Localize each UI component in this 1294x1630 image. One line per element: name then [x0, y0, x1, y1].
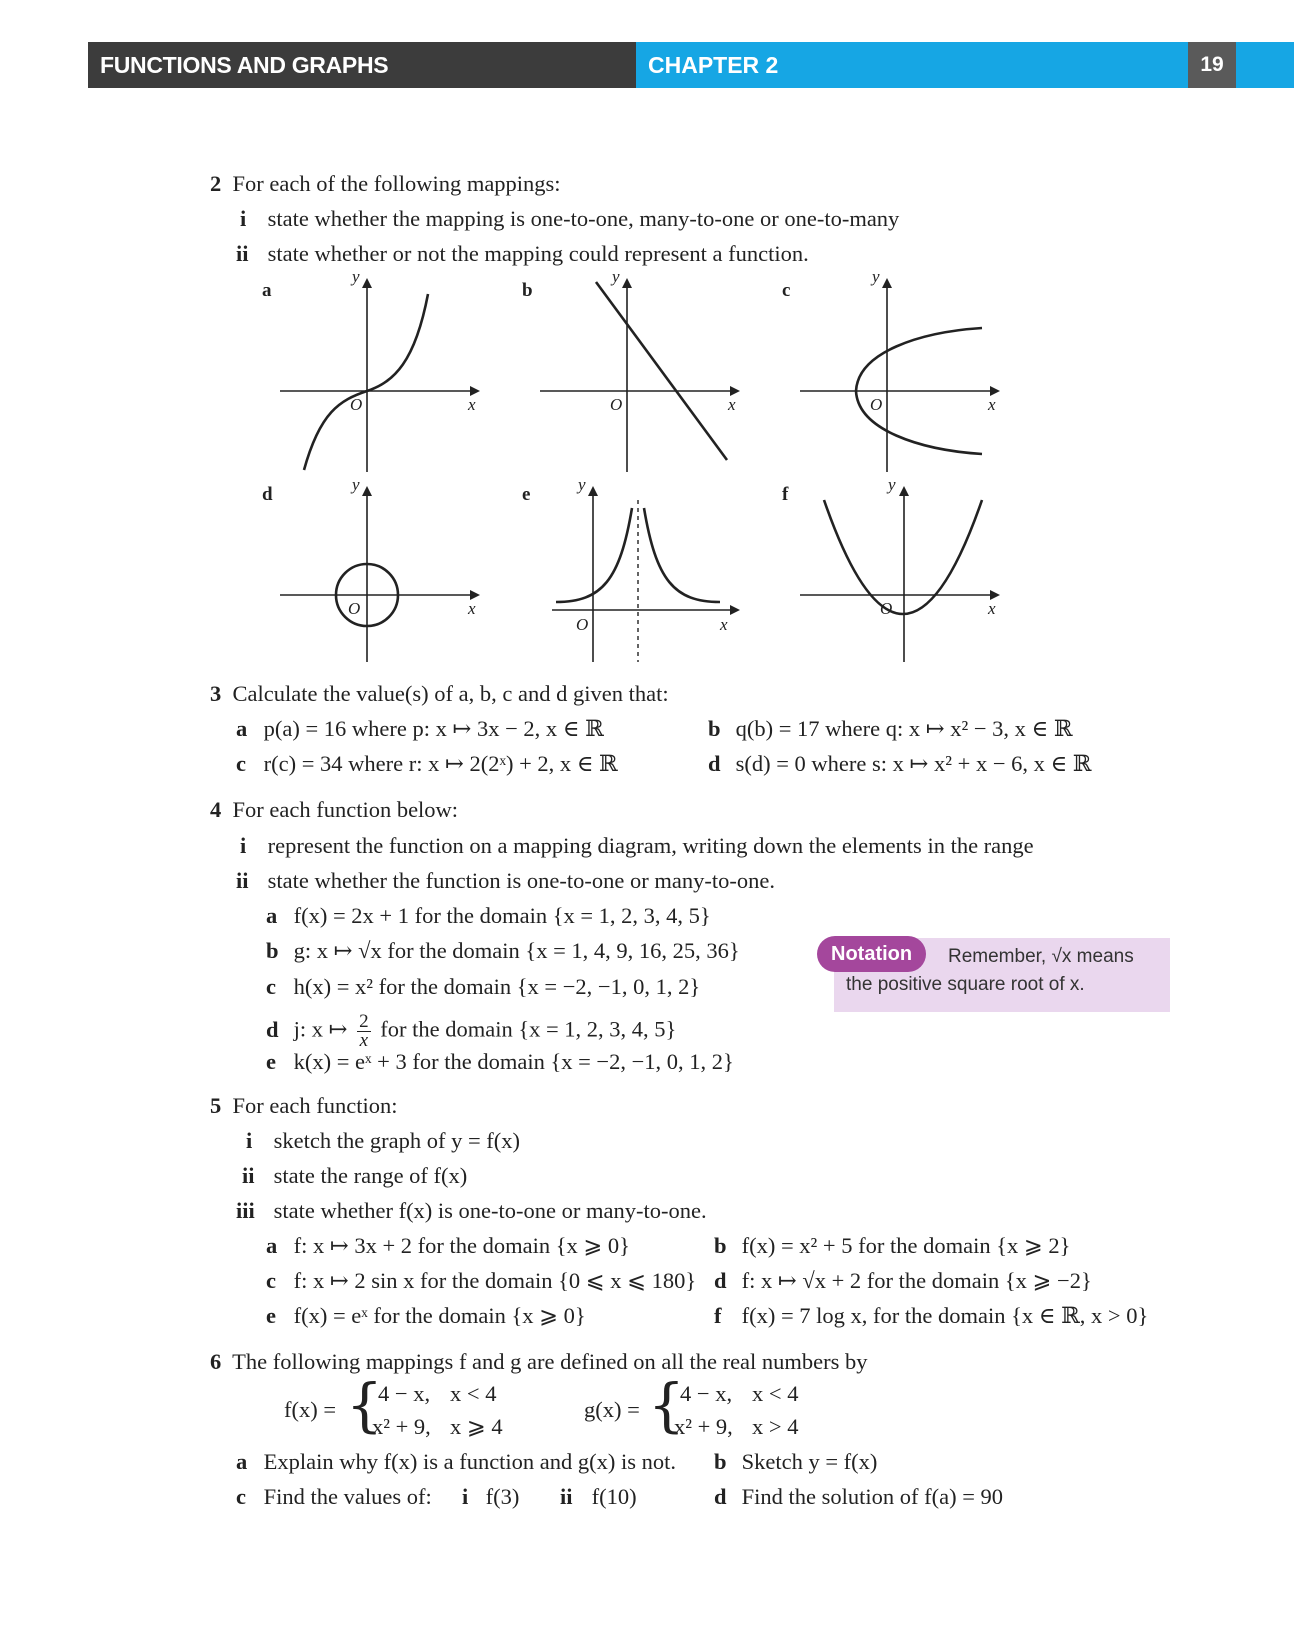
- graph-label-e: e: [522, 484, 531, 505]
- graph-label-b: b: [522, 280, 533, 301]
- part-label: iii: [236, 1198, 255, 1223]
- part-label: ii: [560, 1484, 573, 1509]
- q3-part-b: [708, 715, 1073, 743]
- q6-part-c-i: [462, 1483, 519, 1511]
- q4-sub-e: [266, 1048, 734, 1076]
- origin-label: O: [880, 599, 893, 618]
- q3-part-a: [236, 715, 604, 743]
- axis-y-label: y: [352, 267, 360, 286]
- part-text: r(c) = 34 where r: x ↦ 2(2ˣ) + 2, x ∈ ℝ: [263, 751, 618, 776]
- part-label: ii: [242, 1163, 255, 1188]
- q2-stem: [210, 170, 561, 198]
- part-label: b: [266, 938, 279, 963]
- part-text: k(x) = eˣ + 3 for the domain {x = −2, −1, 0, 1, 2}: [293, 1049, 734, 1074]
- graph-e-peak-asymptote: [552, 475, 752, 665]
- part-label: c: [236, 1484, 246, 1509]
- q4-sub-c: [266, 973, 700, 1001]
- graph-c-sideways-parabola: [800, 267, 1010, 472]
- q5-number: 5: [210, 1093, 222, 1118]
- q5-sub-c: [266, 1267, 696, 1295]
- fraction-numerator: 2: [359, 1011, 369, 1032]
- part-text-pre: j: x ↦: [293, 1016, 348, 1042]
- q5-sub-d: [714, 1267, 1092, 1295]
- origin-label: O: [610, 395, 623, 414]
- f-case-1: [378, 1380, 497, 1408]
- f-definition-name: f(x) =: [284, 1397, 337, 1422]
- graph-a-cubic: [280, 267, 490, 472]
- axis-x-label: x: [720, 615, 728, 634]
- part-text: f: x ↦ 3x + 2 for the domain {x ⩾ 0}: [293, 1233, 630, 1258]
- axis-y-label: y: [352, 475, 360, 494]
- q4-text: For each function below:: [232, 797, 459, 822]
- axis-y-label: y: [612, 267, 620, 286]
- section-title: FUNCTIONS AND GRAPHS: [100, 51, 389, 78]
- axis-x-label: x: [468, 599, 476, 618]
- q3-part-c: [236, 750, 618, 778]
- part-label: ii: [236, 241, 249, 266]
- q4-number: 4: [210, 797, 222, 822]
- q4-sub-a: [266, 902, 711, 930]
- notation-line-2: the positive square root of x.: [846, 974, 1085, 995]
- q3-number: 3: [210, 681, 222, 706]
- part-text: f(x) = eˣ for the domain {x ⩾ 0}: [293, 1303, 586, 1328]
- part-label: c: [266, 1268, 276, 1293]
- q2-part-i: [240, 205, 899, 233]
- q6-part-a: [236, 1448, 676, 1476]
- origin-label: O: [870, 395, 883, 414]
- part-text: q(b) = 17 where q: x ↦ x² − 3, x ∈ ℝ: [735, 716, 1073, 741]
- part-text: Find the values of:: [263, 1484, 432, 1509]
- axis-x-label: x: [988, 395, 996, 414]
- part-label: a: [266, 1233, 278, 1258]
- axis-y-label: y: [888, 475, 896, 494]
- part-text: sketch the graph of y = f(x): [273, 1128, 520, 1153]
- header-chapter: [636, 42, 1188, 88]
- part-text: state whether f(x) is one-to-one or many-to-one.: [273, 1198, 707, 1223]
- part-label: i: [240, 833, 247, 858]
- q5-stem: [210, 1092, 397, 1120]
- part-text: f: x ↦ 2 sin x for the domain {0 ⩽ x ⩽ 180}: [293, 1268, 697, 1293]
- graph-label-c: c: [782, 280, 791, 301]
- case-cond: x > 4: [752, 1414, 799, 1439]
- case-cond: x < 4: [752, 1381, 799, 1406]
- part-text: f(x) = x² + 5 for the domain {x ⩾ 2}: [741, 1233, 1071, 1258]
- g-definition-name: g(x) =: [584, 1397, 640, 1422]
- q5-part-ii: [242, 1162, 467, 1190]
- part-text: Sketch y = f(x): [741, 1449, 878, 1474]
- q6-part-b: [714, 1448, 877, 1476]
- fraction-denominator: x: [359, 1030, 369, 1051]
- part-text: f(x) = 7 log x, for the domain {x ∈ ℝ, x > 0}: [741, 1303, 1149, 1328]
- chapter-title: CHAPTER 2: [648, 51, 779, 78]
- part-label: i: [246, 1128, 253, 1153]
- q4-sub-d: [266, 1013, 676, 1050]
- part-text: s(d) = 0 where s: x ↦ x² + x − 6, x ∈ ℝ: [735, 751, 1092, 776]
- q2-text: For each of the following mappings:: [232, 171, 561, 196]
- q6-number: 6: [210, 1349, 222, 1374]
- part-label: c: [266, 974, 276, 999]
- g-case-1: [680, 1380, 799, 1408]
- q2-number: 2: [210, 171, 222, 196]
- q2-part-ii: [236, 240, 809, 268]
- q5-text: For each function:: [232, 1093, 398, 1118]
- q6-part-c-ii: [560, 1483, 637, 1511]
- part-text: state whether or not the mapping could represent a function.: [267, 241, 809, 266]
- q5-sub-f: [714, 1302, 1148, 1330]
- origin-label: O: [350, 395, 363, 414]
- q6-text: The following mappings f and g are defined on all the real numbers by: [232, 1349, 868, 1374]
- f-brace: {: [346, 1371, 383, 1439]
- q5-sub-a: [266, 1232, 630, 1260]
- q6-part-c: [236, 1483, 432, 1511]
- part-label: b: [714, 1449, 727, 1474]
- case-expr: 4 − x,: [378, 1381, 431, 1406]
- part-label: d: [266, 1016, 279, 1042]
- page-number-box: [1188, 42, 1236, 88]
- part-label: a: [236, 1449, 248, 1474]
- part-text: Explain why f(x) is a function and g(x) is not.: [263, 1449, 677, 1474]
- part-label: d: [708, 751, 721, 776]
- case-cond: x ⩾ 4: [450, 1414, 503, 1439]
- graph-f-parabola: [800, 475, 1010, 665]
- notation-line-1: Remember, √x means: [948, 946, 1134, 967]
- q4-sub-b: [266, 937, 740, 965]
- fraction: [357, 1013, 371, 1050]
- q4-part-ii: [236, 867, 775, 895]
- header-section-title: [88, 42, 636, 88]
- f-case-2: [372, 1413, 503, 1441]
- q3-part-d: [708, 750, 1091, 778]
- graph-d-circle: [280, 475, 490, 665]
- q3-text: Calculate the value(s) of a, b, c and d given that:: [232, 681, 669, 706]
- part-label: e: [266, 1049, 276, 1074]
- part-text: f(x) = 2x + 1 for the domain {x = 1, 2, 3, 4, 5}: [293, 903, 711, 928]
- part-text: Find the solution of f(a) = 90: [741, 1484, 1004, 1509]
- graph-label-d: d: [262, 484, 273, 505]
- graph-label-f: f: [782, 484, 789, 505]
- axis-y-label: y: [872, 267, 880, 286]
- part-text: g: x ↦ √x for the domain {x = 1, 4, 9, 16, 25, 36}: [293, 938, 740, 963]
- q6-stem: [210, 1348, 868, 1376]
- g-brace: {: [648, 1371, 685, 1439]
- notation-tag: Notation: [817, 936, 926, 972]
- origin-label: O: [348, 599, 361, 618]
- part-text-post: for the domain {x = 1, 2, 3, 4, 5}: [380, 1016, 677, 1042]
- part-text: p(a) = 16 where p: x ↦ 3x − 2, x ∈ ℝ: [263, 716, 604, 741]
- graph-label-a: a: [262, 280, 272, 301]
- part-label: d: [714, 1484, 727, 1509]
- case-expr: 4 − x,: [680, 1381, 733, 1406]
- graph-b-line: [540, 267, 750, 472]
- part-label: a: [266, 903, 278, 928]
- q5-sub-e: [266, 1302, 586, 1330]
- q5-part-i: [246, 1127, 520, 1155]
- part-text: represent the function on a mapping diagram, writing down the elements in the range: [267, 833, 1034, 858]
- case-expr: x² + 9,: [674, 1414, 733, 1439]
- part-text: state whether the mapping is one-to-one, many-to-one or one-to-many: [267, 206, 900, 231]
- part-text: h(x) = x² for the domain {x = −2, −1, 0, 1, 2}: [293, 974, 701, 999]
- q4-stem: [210, 796, 458, 824]
- part-text: f(3): [485, 1484, 520, 1509]
- axis-x-label: x: [728, 395, 736, 414]
- axis-y-label: y: [578, 475, 586, 494]
- part-text: f(10): [591, 1484, 637, 1509]
- q4-part-i: [240, 832, 1034, 860]
- origin-label: O: [576, 615, 589, 634]
- g-case-2: [674, 1413, 799, 1441]
- part-label: i: [462, 1484, 469, 1509]
- part-label: b: [708, 716, 721, 741]
- part-label: e: [266, 1303, 276, 1328]
- part-label: b: [714, 1233, 727, 1258]
- axis-x-label: x: [468, 395, 476, 414]
- case-cond: x < 4: [450, 1381, 497, 1406]
- part-label: i: [240, 206, 247, 231]
- q6-part-d: [714, 1483, 1003, 1511]
- header-accent: [1236, 42, 1294, 88]
- part-label: ii: [236, 868, 249, 893]
- part-text: state the range of f(x): [273, 1163, 468, 1188]
- part-label: a: [236, 716, 248, 741]
- case-expr: x² + 9,: [372, 1414, 431, 1439]
- q5-part-iii: [236, 1197, 707, 1225]
- q3-stem: [210, 680, 669, 708]
- part-label: f: [714, 1303, 722, 1328]
- part-text: state whether the function is one-to-one or many-to-one.: [267, 868, 775, 893]
- part-text: f: x ↦ √x + 2 for the domain {x ⩾ −2}: [741, 1268, 1092, 1293]
- q5-sub-b: [714, 1232, 1070, 1260]
- page-number: 19: [1200, 53, 1224, 76]
- part-label: d: [714, 1268, 727, 1293]
- axis-x-label: x: [988, 599, 996, 618]
- part-label: c: [236, 751, 246, 776]
